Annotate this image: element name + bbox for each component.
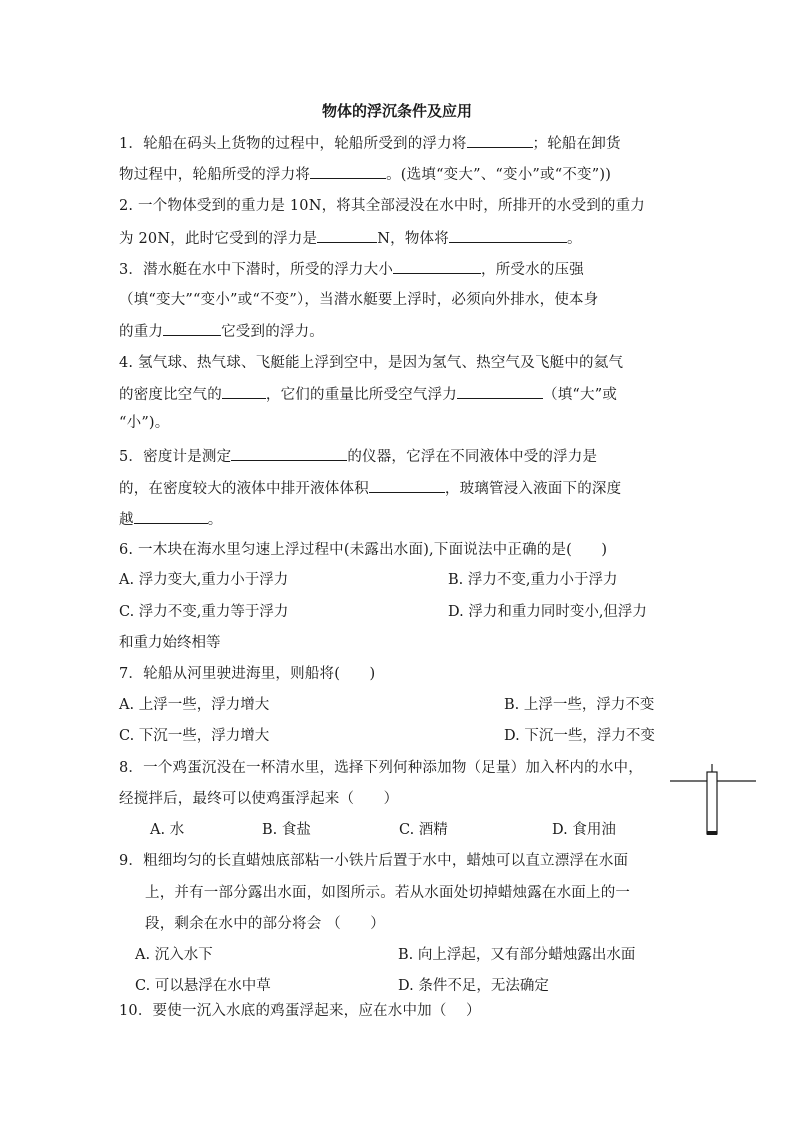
question-5-line-3: 越 。 [119, 509, 679, 530]
question-7-option-a[interactable]: A. 上浮一些，浮力增大 [119, 697, 270, 713]
candle-body [707, 772, 717, 834]
question-3-line-2: （填“变大”“变小”或“不变”），当潜水艇要上浮时，必须向外排水，使本身 [119, 292, 599, 308]
question-6-option-d-continued: 和重力始终相等 [119, 635, 221, 651]
iron-plate [707, 831, 717, 835]
question-9-option-d[interactable]: D. 条件不足，无法确定 [398, 978, 549, 994]
answer-blank[interactable] [457, 384, 543, 399]
question-6-option-a[interactable]: A. 浮力变大,重力小于浮力 [119, 572, 289, 588]
question-6-option-c[interactable]: C. 浮力不变,重力等于浮力 [119, 604, 289, 620]
question-7-option-d[interactable]: D. 下沉一些，浮力不变 [504, 728, 655, 744]
question-5-line-2: 的，在密度较大的液体中排开液体体积 ，玻璃管浸入液面下的深度 [119, 478, 679, 499]
question-3-line-1: 3．潜水艇在水中下潜时，所受的浮力大小 ，所受水的压强 [119, 259, 679, 280]
question-2-line-1: 2. 一个物体受到的重力是 10N，将其全部浸没在水中时，所排开的水受到的重力 [119, 198, 645, 214]
answer-blank[interactable] [467, 133, 533, 148]
question-8-line-2: 经搅拌后，最终可以使鸡蛋浮起来（ ） [119, 791, 399, 807]
question-9-line-2: 上，并有一部分露出水面，如图所示。若从水面处切掉蜡烛露在水面上的一 [145, 885, 631, 901]
question-2-line-2: 为 20N，此时它受到的浮力是 N，物体将 。 [119, 228, 679, 249]
answer-blank[interactable] [310, 164, 386, 179]
question-10-stem: 10．要使一沉入水底的鸡蛋浮起来，应在水中加（ ） [119, 1003, 481, 1019]
question-4-line-2: 的密度比空气的 ，它们的重量比所受空气浮力 （填“大”或 [119, 384, 679, 405]
question-8-option-c[interactable]: C. 酒精 [399, 822, 448, 838]
question-4-line-3: “小”)。 [119, 415, 170, 431]
question-7-stem: 7．轮船从河里驶进海里，则船将( ) [119, 666, 376, 682]
question-6-stem: 6. 一木块在海水里匀速上浮过程中(未露出水面),下面说法中正确的是( ) [119, 542, 608, 558]
answer-blank[interactable] [222, 384, 266, 399]
answer-blank[interactable] [231, 446, 347, 461]
question-9-line-3: 段，剩余在水中的部分将会 （ ） [145, 916, 386, 932]
question-8-option-b[interactable]: B. 食盐 [262, 822, 311, 838]
question-1-line-2: 物过程中，轮船所受的浮力将 。(选填“变大”、“变小”或“不变”)) [119, 164, 679, 185]
question-7-option-b[interactable]: B. 上浮一些，浮力不变 [504, 697, 655, 713]
question-5-line-1: 5．密度计是测定 的仪器，它浮在不同液体中受的浮力是 [119, 446, 679, 467]
answer-blank[interactable] [369, 478, 445, 493]
question-9-option-a[interactable]: A. 沉入水下 [135, 947, 213, 963]
question-8-option-d[interactable]: D. 食用油 [552, 822, 616, 838]
question-6-option-b[interactable]: B. 浮力不变,重力小于浮力 [448, 572, 618, 588]
question-9-line-1: 9．粗细均匀的长直蜡烛底部粘一小铁片后置于水中，蜡烛可以直立漂浮在水面 [119, 853, 629, 869]
question-8-option-a[interactable]: A. 水 [150, 822, 185, 838]
answer-blank[interactable] [449, 228, 567, 243]
answer-blank[interactable] [163, 321, 221, 336]
question-9-option-c[interactable]: C. 可以悬浮在水中草 [135, 978, 271, 994]
answer-blank[interactable] [393, 259, 481, 274]
question-8-line-1: 8．一个鸡蛋沉没在一杯清水里，选择下列何种添加物（足量）加入杯内的水中， [119, 760, 643, 776]
candle-in-water-figure [668, 762, 758, 842]
page-title: 物体的浮沉条件及应用 [321, 102, 472, 120]
question-4-line-1: 4. 氢气球、热气球、飞艇能上浮到空中，是因为氢气、热空气及飞艇中的氦气 [119, 355, 624, 371]
question-6-option-d[interactable]: D. 浮力和重力同时变小,但浮力 [448, 604, 647, 620]
answer-blank[interactable] [134, 509, 208, 524]
question-7-option-c[interactable]: C. 下沉一些，浮力增大 [119, 728, 270, 744]
answer-blank[interactable] [317, 228, 377, 243]
question-9-option-b[interactable]: B. 向上浮起，又有部分蜡烛露出水面 [398, 947, 636, 963]
question-3-line-3: 的重力 它受到的浮力。 [119, 321, 679, 342]
question-1-line-1: 1．轮船在码头上货物的过程中，轮船所受到的浮力将 ；轮船在卸货 [119, 133, 679, 154]
